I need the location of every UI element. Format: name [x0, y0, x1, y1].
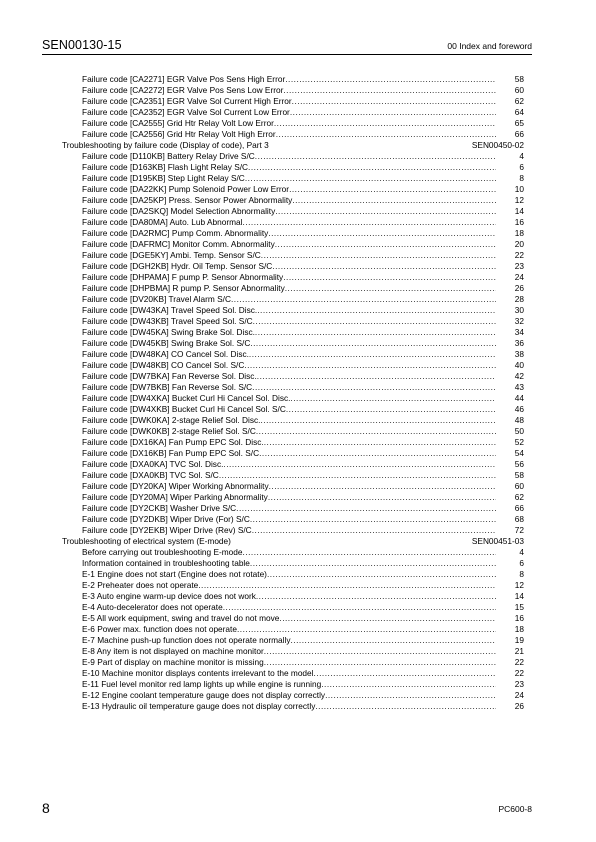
entry-title: Failure code [DHPBMA] R pump P. Sensor Abnormality [82, 283, 285, 293]
entry-title: Failure code [CA2271] EGR Valve Pos Sens High Error [82, 74, 286, 84]
dot-leader [274, 118, 496, 129]
entry-page-number: 32 [514, 316, 524, 326]
entry-page-number: 22 [514, 250, 524, 260]
entry-title: Failure code [DXA0KA] TVC Sol. Disc. [82, 459, 224, 469]
entry-page-number: 16 [514, 217, 524, 227]
entry-page-number: 6 [519, 162, 524, 172]
dot-leader [243, 547, 497, 558]
dot-leader [272, 261, 496, 272]
toc-entry [62, 173, 524, 184]
entry-title: E-6 Power max. function does not operate [82, 624, 237, 634]
section-title: Troubleshooting of electrical system (E-mode) [62, 536, 231, 546]
dot-leader [198, 580, 496, 591]
entry-title: Failure code [DY20KA] Wiper Working Abnormality [82, 481, 269, 491]
entry-page-number: 26 [514, 283, 524, 293]
toc-entry [62, 558, 524, 569]
entry-title: E-10 Machine monitor displays contents irrelevant to the model [82, 668, 314, 678]
entry-title: Failure code [DY2EKB] Wiper Drive (Rev) S/C [82, 525, 252, 535]
entry-title: E-5 All work equipment, swing and travel do not move [82, 613, 280, 623]
entry-title: Before carrying out troubleshooting E-mode [82, 547, 243, 557]
dot-leader [292, 96, 496, 107]
dot-leader [256, 591, 496, 602]
dot-leader [249, 349, 496, 360]
toc-entry [62, 481, 524, 492]
toc-entry [62, 228, 524, 239]
toc-entry [62, 129, 524, 140]
toc-entry [62, 547, 524, 558]
toc-entry [62, 107, 524, 118]
entry-page-number: 14 [514, 591, 524, 601]
entry-title: Failure code [DW43KA] Travel Speed Sol. Disc. [82, 305, 258, 315]
dot-leader [255, 327, 496, 338]
entry-page-number: 58 [514, 470, 524, 480]
entry-page-number: 20 [514, 239, 524, 249]
dot-leader [314, 668, 496, 679]
entry-page-number: 8 [519, 569, 524, 579]
dot-leader [250, 338, 496, 349]
entry-page-number: 12 [514, 195, 524, 205]
toc-entry [62, 404, 524, 415]
toc-entry [62, 668, 524, 679]
dot-leader [223, 602, 496, 613]
toc-entry [62, 657, 524, 668]
entry-title: Failure code [DHPAMA] F pump P. Sensor Abnormality [82, 272, 284, 282]
entry-title: Failure code [DW45KB] Swing Brake Sol. S/C [82, 338, 251, 348]
entry-title: Failure code [DY2CKB] Washer Drive S/C [82, 503, 237, 513]
entry-title: Failure code [DWK0KA] 2-stage Relief Sol. Disc. [82, 415, 261, 425]
dot-leader [290, 635, 496, 646]
entry-page-number: 14 [514, 206, 524, 216]
entry-title: Failure code [D110KB] Battery Relay Drive S/C [82, 151, 255, 161]
toc-entry [62, 184, 524, 195]
entry-page-number: 46 [514, 404, 524, 414]
entry-page-number: 52 [514, 437, 524, 447]
toc-entry [62, 327, 524, 338]
dot-leader [325, 690, 496, 701]
dot-leader [290, 393, 496, 404]
dot-leader [292, 195, 496, 206]
entry-title: E-1 Engine does not start (Engine does not rotate) [82, 569, 267, 579]
toc-entry [62, 591, 524, 602]
entry-page-number: 66 [514, 503, 524, 513]
entry-page-number: 58 [514, 74, 524, 84]
toc-entry [62, 74, 524, 85]
toc-entry [62, 338, 524, 349]
toc-entry [62, 239, 524, 250]
entry-page-number: 50 [514, 426, 524, 436]
toc-entry [62, 624, 524, 635]
dot-leader [264, 437, 496, 448]
entry-page-number: 28 [514, 294, 524, 304]
entry-page-number: 36 [514, 338, 524, 348]
toc-entry [62, 85, 524, 96]
entry-title: Failure code [DAFRMC] Monitor Comm. Abnormality [82, 239, 275, 249]
toc-entry [62, 580, 524, 591]
entry-page-number: 23 [514, 261, 524, 271]
entry-title: E-7 Machine push-up function does not operate normally [82, 635, 291, 645]
dot-leader [250, 558, 496, 569]
toc-entry [62, 162, 524, 173]
entry-page-number: 72 [514, 525, 524, 535]
toc-entry [62, 635, 524, 646]
entry-title: Failure code [CA2272] EGR Valve Pos Sens Low Error [82, 85, 284, 95]
dot-leader [243, 217, 497, 228]
toc-entry [62, 602, 524, 613]
toc-entry [62, 272, 524, 283]
toc-entry [62, 371, 524, 382]
toc-entry [62, 393, 524, 404]
entry-page-number: 18 [514, 228, 524, 238]
entry-title: Failure code [DA22KK] Pump Solenoid Power Low Error [82, 184, 290, 194]
section-title: Troubleshooting by failure code (Display of code), Part 3 [62, 140, 269, 150]
entry-page-number: 64 [514, 107, 524, 117]
toc-entry [62, 151, 524, 162]
entry-page-number: 44 [514, 393, 524, 403]
entry-page-number: 38 [514, 349, 524, 359]
dot-leader [276, 129, 496, 140]
dot-leader [248, 162, 496, 173]
entry-title: Failure code [DW45KA] Swing Brake Sol. Disc. [82, 327, 255, 337]
entry-page-number: 30 [514, 305, 524, 315]
toc-entry [62, 217, 524, 228]
entry-page-number: 12 [514, 580, 524, 590]
toc-entry [62, 426, 524, 437]
toc-entry [62, 294, 524, 305]
toc-entry [62, 459, 524, 470]
toc-entry [62, 470, 524, 481]
toc-entry [62, 96, 524, 107]
entry-title: Failure code [DA25KP] Press. Sensor Power Abnormality [82, 195, 293, 205]
dot-leader [237, 624, 496, 635]
toc-entry [62, 206, 524, 217]
toc-entry [62, 118, 524, 129]
entry-page-number: 19 [514, 635, 524, 645]
dot-leader [279, 613, 496, 624]
entry-title: Information contained in troubleshooting table [82, 558, 250, 568]
entry-title: Failure code [DX16KB] Fan Pump EPC Sol. S/C [82, 448, 260, 458]
page-number: 8 [42, 800, 50, 816]
dot-leader [275, 239, 496, 250]
entry-title: Failure code [D195KB] Step Light Relay S/C [82, 173, 245, 183]
entry-title: E-13 Hydraulic oil temperature gauge does not display correctly [82, 701, 316, 711]
entry-title: E-2 Preheater does not operate [82, 580, 199, 590]
dot-leader [219, 470, 496, 481]
entry-title: Failure code [CA2556] Grid Htr Relay Volt High Error [82, 129, 276, 139]
toc-entry [62, 437, 524, 448]
toc-entry [62, 415, 524, 426]
dot-leader [257, 305, 496, 316]
document-id: SEN00130-15 [42, 38, 122, 52]
entry-title: Failure code [DX16KA] Fan Pump EPC Sol. Disc. [82, 437, 264, 447]
entry-title: Failure code [CA2351] EGR Valve Sol Current High Error [82, 96, 292, 106]
entry-page-number: 60 [514, 481, 524, 491]
entry-title: Failure code [DV20KB] Travel Alarm S/C [82, 294, 231, 304]
toc-entry [62, 514, 524, 525]
entry-page-number: 15 [514, 602, 524, 612]
table-of-contents [62, 74, 524, 712]
entry-page-number: 65 [514, 118, 524, 128]
section-name: 00 Index and foreword [447, 41, 532, 51]
dot-leader [252, 382, 496, 393]
dot-leader [255, 151, 496, 162]
toc-entry [62, 382, 524, 393]
entry-page-number: 18 [514, 624, 524, 634]
dot-leader [260, 415, 496, 426]
entry-page-number: 23 [514, 679, 524, 689]
entry-title: Failure code [DGE5KY] Ambi. Temp. Sensor S/C [82, 250, 261, 260]
toc-entry [62, 316, 524, 327]
entry-page-number: 4 [519, 547, 524, 557]
dot-leader [285, 283, 496, 294]
toc-section-heading [62, 140, 524, 151]
section-document-code: SEN00451-03 [471, 536, 524, 546]
toc-entry [62, 613, 524, 624]
entry-page-number: 62 [514, 492, 524, 502]
toc-entry [62, 646, 524, 657]
dot-leader [253, 316, 496, 327]
entry-title: E-4 Auto-decelerator does not operate [82, 602, 223, 612]
entry-title: E-3 Auto engine warm-up device does not work [82, 591, 256, 601]
toc-entry [62, 283, 524, 294]
toc-entry [62, 261, 524, 272]
entry-page-number: 43 [514, 382, 524, 392]
dot-leader [289, 184, 496, 195]
dot-leader [264, 646, 496, 657]
entry-title: Failure code [DW43KB] Travel Speed Sol. S/C [82, 316, 253, 326]
dot-leader [283, 85, 496, 96]
entry-page-number: 42 [514, 371, 524, 381]
dot-leader [321, 679, 496, 690]
entry-title: Failure code [CA2555] Grid Htr Relay Volt Low Error [82, 118, 274, 128]
entry-title: Failure code [DW4XKB] Bucket Curl Hi Cancel Sol. S/C [82, 404, 286, 414]
entry-title: Failure code [DW4XKA] Bucket Curl Hi Cancel Sol. Disc. [82, 393, 291, 403]
entry-page-number: 54 [514, 448, 524, 458]
toc-entry [62, 250, 524, 261]
page-header [42, 38, 532, 54]
entry-title: Failure code [DA80MA] Auto. Lub Abnormal [82, 217, 243, 227]
toc-entry [62, 503, 524, 514]
dot-leader [256, 426, 496, 437]
entry-page-number: 21 [514, 646, 524, 656]
entry-title: E-11 Fuel level monitor red lamp lights up while engine is running [82, 679, 322, 689]
toc-entry [62, 195, 524, 206]
entry-page-number: 34 [514, 327, 524, 337]
entry-page-number: 22 [514, 668, 524, 678]
entry-title: Failure code [DA2SKQ] Model Selection Abnormality [82, 206, 276, 216]
toc-entry [62, 569, 524, 580]
dot-leader [250, 514, 496, 525]
entry-title: E-12 Engine coolant temperature gauge does not display correctly [82, 690, 326, 700]
dot-leader [244, 360, 496, 371]
entry-title: Failure code [DW7BKA] Fan Reverse Sol. Disc. [82, 371, 257, 381]
dot-leader [315, 701, 496, 712]
dot-leader [290, 107, 496, 118]
entry-title: E-9 Part of display on machine monitor is missing [82, 657, 264, 667]
entry-title: Failure code [D163KB] Flash Light Relay S/C [82, 162, 249, 172]
dot-leader [285, 74, 496, 85]
entry-page-number: 4 [519, 151, 524, 161]
entry-page-number: 56 [514, 459, 524, 469]
dot-leader [267, 569, 496, 580]
dot-leader [231, 294, 496, 305]
entry-page-number: 26 [514, 701, 524, 711]
entry-title: Failure code [DW48KA] CO Cancel Sol. Disc. [82, 349, 249, 359]
dot-leader [261, 250, 496, 261]
section-document-code: SEN00450-02 [471, 140, 524, 150]
entry-title: Failure code [CA2352] EGR Valve Sol Current Low Error [82, 107, 290, 117]
dot-leader [257, 371, 496, 382]
entry-page-number: 68 [514, 514, 524, 524]
entry-page-number: 40 [514, 360, 524, 370]
dot-leader [259, 448, 496, 459]
toc-entry [62, 690, 524, 701]
entry-title: Failure code [DA2RMC] Pump Comm. Abnormality [82, 228, 269, 238]
toc-entry [62, 360, 524, 371]
toc-section-heading [62, 536, 524, 547]
entry-title: Failure code [DY2DKB] Wiper Drive (For) S/C [82, 514, 250, 524]
toc-entry [62, 525, 524, 536]
entry-page-number: 24 [514, 690, 524, 700]
dot-leader [245, 173, 496, 184]
entry-title: Failure code [DXA0KB] TVC Sol. S/C [82, 470, 219, 480]
entry-title: E-8 Any item is not displayed on machine monitor [82, 646, 264, 656]
entry-page-number: 60 [514, 85, 524, 95]
entry-page-number: 62 [514, 96, 524, 106]
entry-page-number: 22 [514, 657, 524, 667]
dot-leader [286, 404, 496, 415]
entry-page-number: 16 [514, 613, 524, 623]
entry-page-number: 6 [519, 558, 524, 568]
dot-leader [223, 459, 496, 470]
dot-leader [269, 481, 496, 492]
entry-page-number: 8 [519, 173, 524, 183]
entry-title: Failure code [DGH2KB] Hydr. Oil Temp. Sensor S/C [82, 261, 273, 271]
dot-leader [236, 503, 496, 514]
dot-leader [268, 492, 496, 503]
entry-page-number: 10 [514, 184, 524, 194]
entry-page-number: 48 [514, 415, 524, 425]
entry-title: Failure code [DWK0KB] 2-stage Relief Sol. S/C [82, 426, 256, 436]
model-name: PC600-8 [498, 804, 532, 814]
toc-entry [62, 679, 524, 690]
toc-entry [62, 492, 524, 503]
dot-leader [264, 657, 496, 668]
entry-title: Failure code [DW7BKB] Fan Reverse Sol. S/C [82, 382, 253, 392]
toc-entry [62, 701, 524, 712]
toc-entry [62, 349, 524, 360]
header-rule [42, 54, 532, 55]
dot-leader [252, 525, 496, 536]
dot-leader [275, 206, 496, 217]
entry-page-number: 66 [514, 129, 524, 139]
entry-page-number: 24 [514, 272, 524, 282]
entry-title: Failure code [DW48KB] CO Cancel Sol. S/C [82, 360, 245, 370]
entry-title: Failure code [DY20MA] Wiper Parking Abnormality [82, 492, 268, 502]
toc-entry [62, 448, 524, 459]
dot-leader [283, 272, 496, 283]
toc-entry [62, 305, 524, 316]
dot-leader [268, 228, 496, 239]
